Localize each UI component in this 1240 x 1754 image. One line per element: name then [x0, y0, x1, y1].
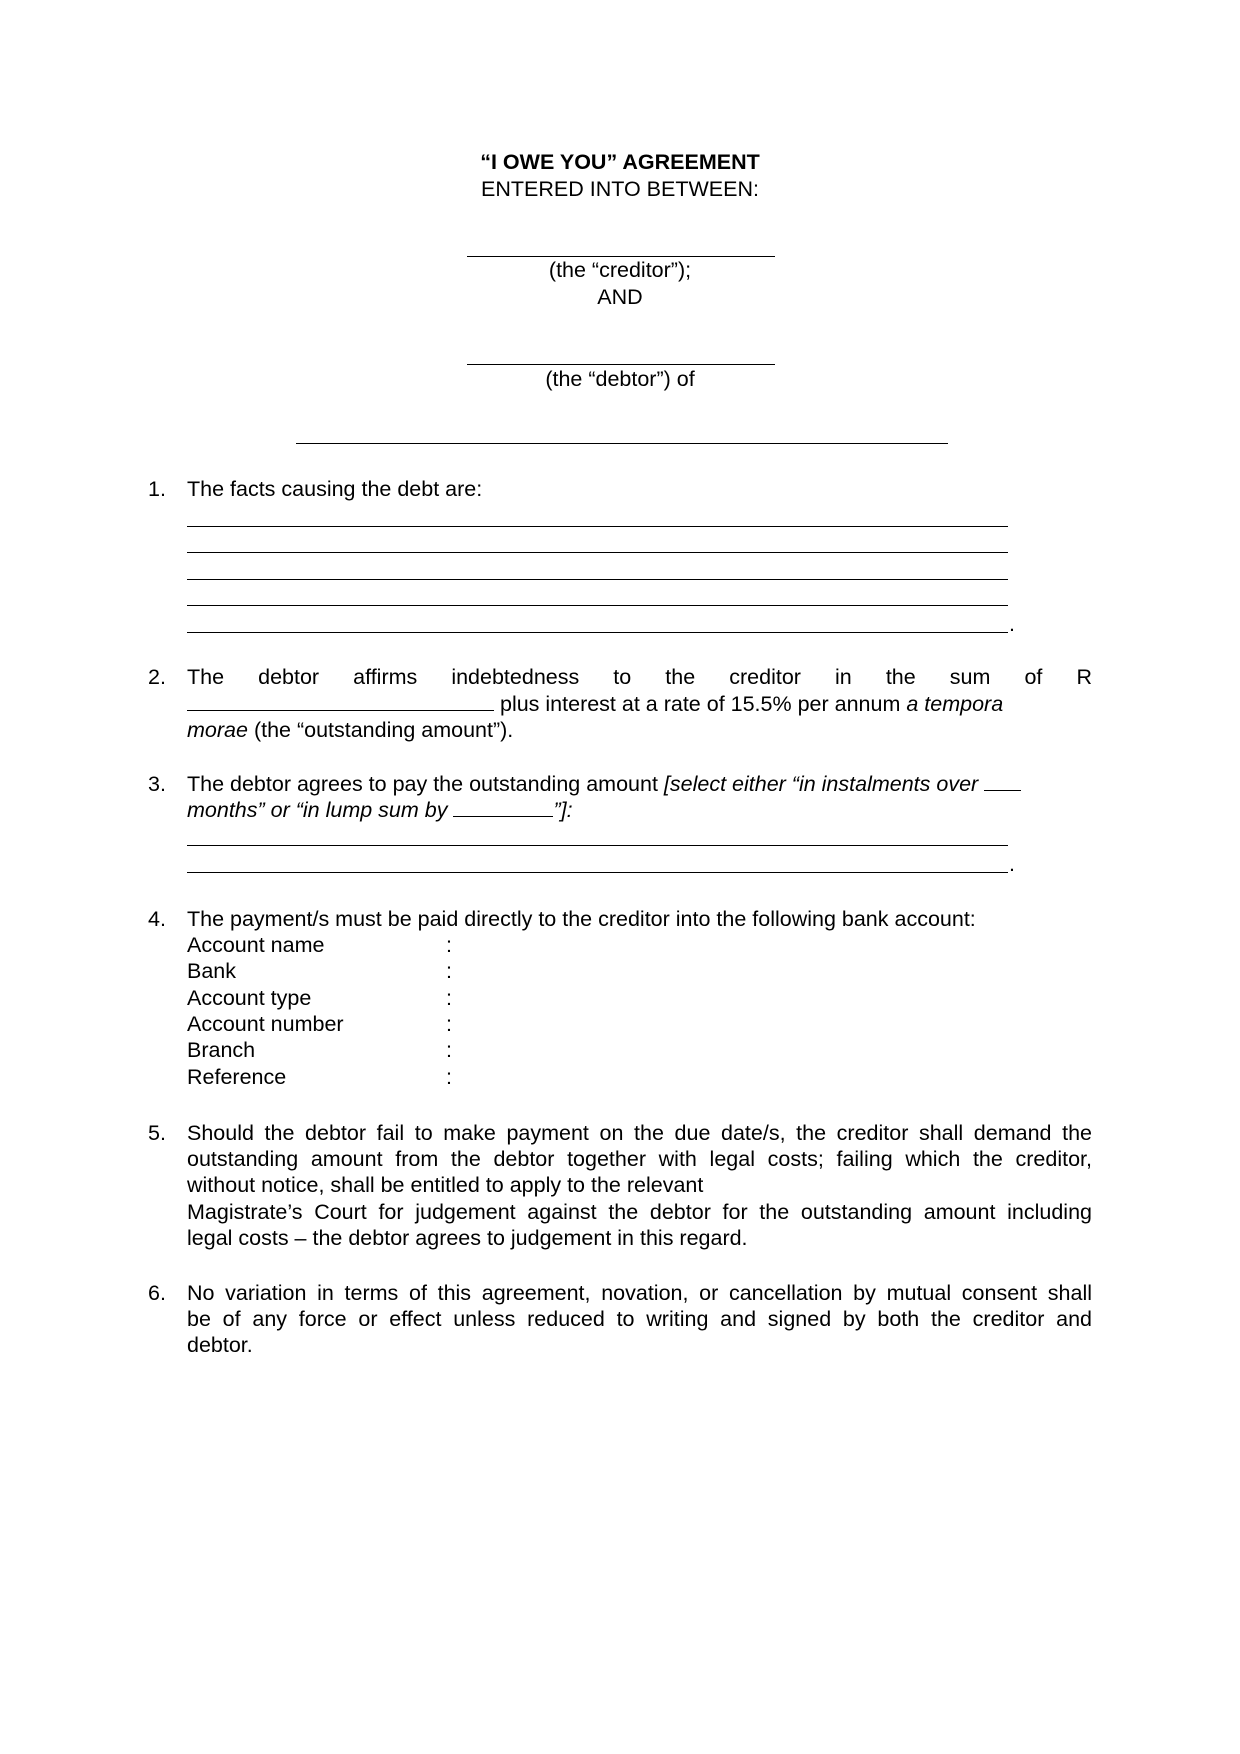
bank-field-value[interactable]: :: [446, 1065, 452, 1089]
clause-6-line: be of any force or effect unless reduced to writing and signed by both the creditor and: [187, 1307, 1092, 1331]
payment-terms-line-2[interactable]: [187, 872, 1008, 873]
clause-number: 5.: [148, 1121, 166, 1145]
bank-field-value[interactable]: :: [446, 933, 452, 957]
clause-2-line-3: [187, 717, 513, 743]
document-subtitle: ENTERED INTO BETWEEN:: [481, 177, 759, 201]
clause-number: 4.: [148, 907, 166, 931]
clause-number: 6.: [148, 1281, 166, 1305]
clause-3-line-2: [187, 797, 573, 823]
clause-3-option-text: [select either “in instalments over: [663, 772, 979, 796]
bank-field-value[interactable]: :: [446, 986, 452, 1010]
debt-facts-line-2[interactable]: [187, 552, 1008, 553]
clause-1-text: The facts causing the debt are:: [187, 477, 483, 501]
clause-4-text: The payment/s must be paid directly to the creditor into the following bank account:: [187, 907, 976, 931]
clause-5-line: outstanding amount from the debtor together with legal costs; failing which the creditor,: [187, 1147, 1092, 1171]
debtor-name-line[interactable]: [467, 364, 775, 365]
clause-3-text: The debtor agrees to pay the outstanding amount: [187, 772, 658, 796]
bank-field-label: Account number: [187, 1012, 344, 1036]
clause-2-latin-a: a tempora: [906, 692, 1004, 716]
clause-6-line: debtor.: [187, 1333, 253, 1357]
clause-number: 1.: [148, 477, 166, 501]
clause-2-latin-b: morae: [187, 718, 248, 742]
clause-1-end-mark: .: [1009, 612, 1015, 636]
clause-2-line-1: The debtor affirms indebtedness to the creditor in the sum of R: [187, 665, 1092, 689]
bank-field-label: Branch: [187, 1038, 256, 1062]
clause-3-line-1: [187, 771, 1021, 797]
clause-number: 2.: [148, 665, 166, 689]
bank-field-value[interactable]: :: [446, 1012, 452, 1036]
bank-field-value[interactable]: :: [446, 959, 452, 983]
clause-5-line: Magistrate’s Court for judgement against the debtor for the outstanding amount including: [187, 1200, 1092, 1224]
clause-2-interest-text: plus interest at a rate of 15.5% per annum: [499, 692, 901, 716]
debt-facts-line-3[interactable]: [187, 579, 1008, 580]
debt-facts-line-4[interactable]: [187, 605, 1008, 606]
payment-terms-line-1[interactable]: [187, 845, 1008, 846]
debt-facts-line-1[interactable]: [187, 526, 1008, 527]
clause-2-line-2: [187, 691, 1092, 717]
clause-5-line: Should the debtor fail to make payment on the due date/s, the creditor shall demand the: [187, 1121, 1092, 1145]
debt-amount-blank[interactable]: [187, 692, 494, 711]
clause-2-definition: (the “outstanding amount”).: [253, 718, 514, 742]
bank-field-label: Bank: [187, 959, 237, 983]
bank-field-value[interactable]: :: [446, 1038, 452, 1062]
clause-6-line: No variation in terms of this agreement, novation, or cancellation by mutual consent shall: [187, 1281, 1092, 1305]
clause-3-option-text-2: months” or “in lump sum by: [187, 798, 448, 822]
bank-field-label: Reference: [187, 1065, 287, 1089]
and-text: AND: [597, 285, 643, 309]
clause-3-option-close: ”]:: [553, 798, 573, 822]
clause-3-end-mark: .: [1009, 852, 1015, 876]
document-title: “I OWE YOU” AGREEMENT: [480, 150, 760, 174]
lump-sum-date-blank[interactable]: [453, 798, 553, 817]
debtor-label: (the “debtor”) of: [545, 367, 695, 391]
clause-5-line: without notice, shall be entitled to apply to the relevant: [187, 1173, 704, 1197]
debtor-address-line[interactable]: [296, 443, 948, 444]
instalment-months-blank[interactable]: [984, 772, 1021, 791]
bank-field-label: Account type: [187, 986, 312, 1010]
clause-5-line: legal costs – the debtor agrees to judgement in this regard.: [187, 1226, 748, 1250]
bank-field-label: Account name: [187, 933, 325, 957]
clause-number: 3.: [148, 772, 166, 796]
creditor-label: (the “creditor”);: [548, 258, 692, 282]
debt-facts-line-5[interactable]: [187, 632, 1008, 633]
